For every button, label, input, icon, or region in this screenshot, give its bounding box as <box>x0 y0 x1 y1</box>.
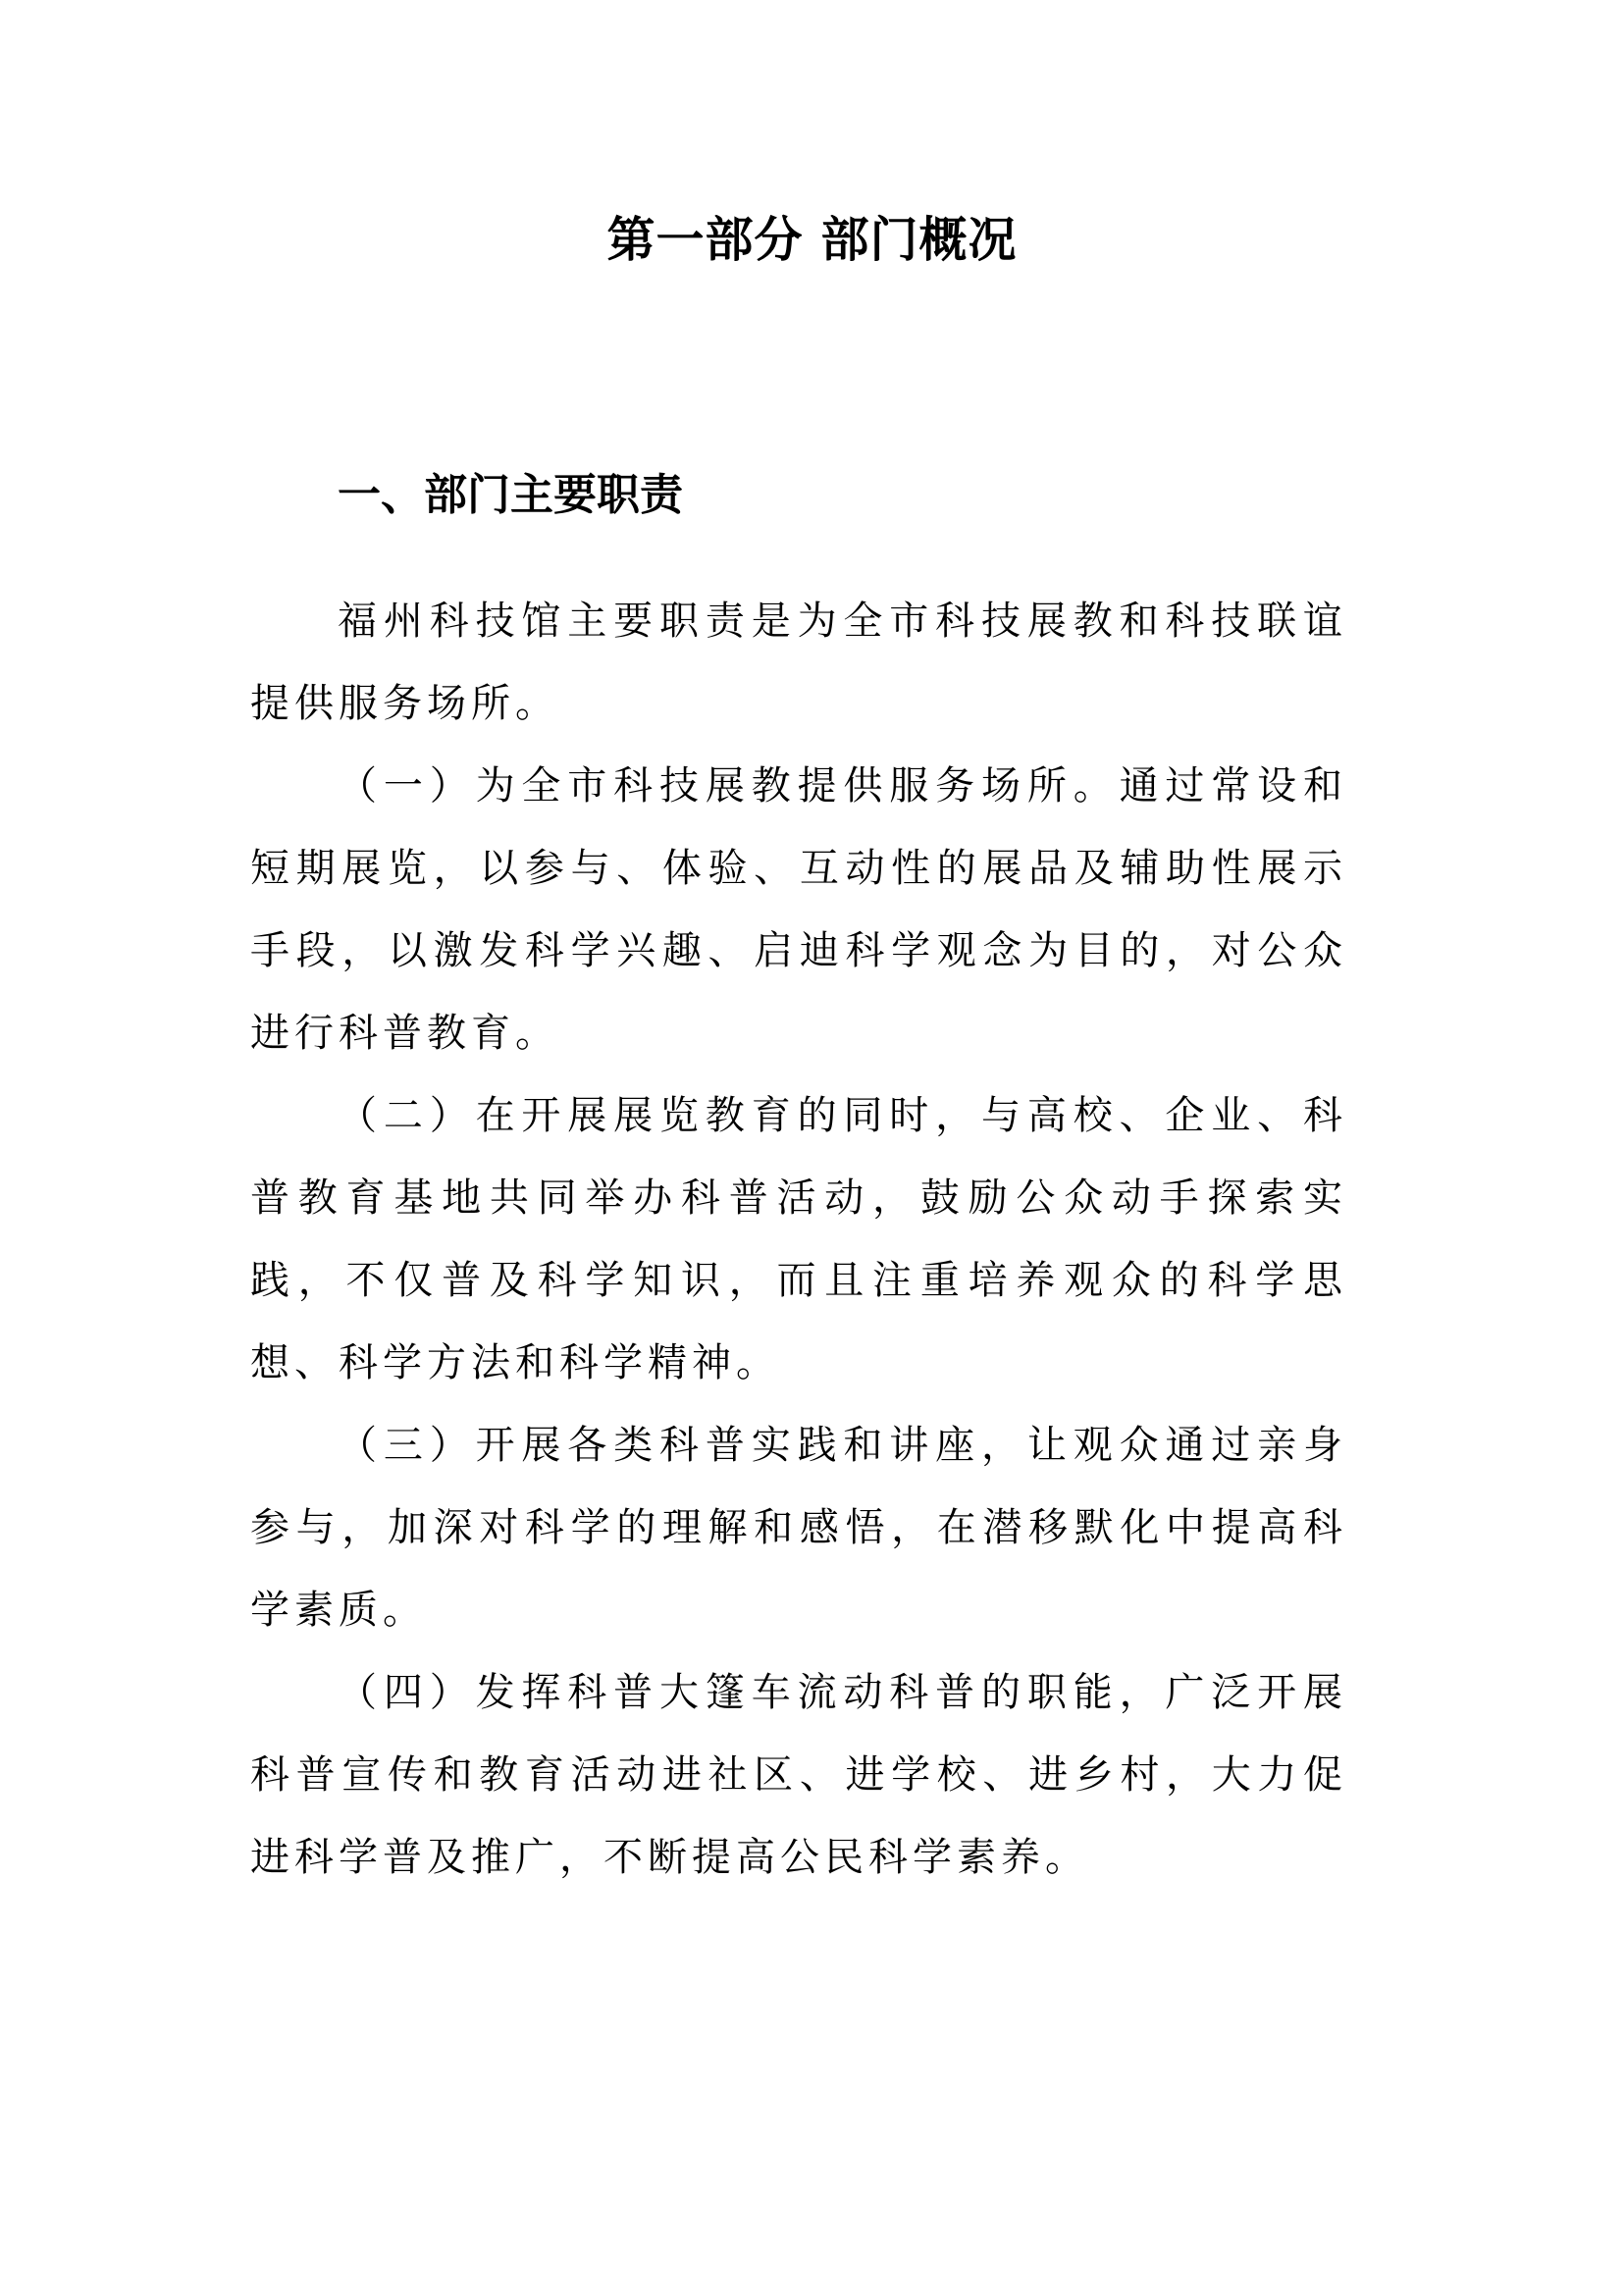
body-text <box>250 580 1347 1899</box>
paragraph-duty-2: （二）在开展展览教育的同时，与高校、企业、科普教育基地共同举办科普活动，鼓励公众动手探索实践，不仅普及科学知识，而且注重培养观众的科学思想、科学方法和科学精神。 <box>250 1093 1347 1385</box>
paragraph-duty-1: （一）为全市科技展教提供服务场所。通过常设和短期展览，以参与、体验、互动性的展品及辅助性展示手段，以激发科学兴趣、启迪科学观念为目的，对公众进行科普教育。 <box>250 763 1347 1056</box>
paragraph-duty-4: （四）发挥科普大篷车流动科普的职能，广泛开展科普宣传和教育活动进社区、进学校、进乡村，大力促进科学普及推广，不断提高公民科学素养。 <box>250 1670 1347 1880</box>
page-title: 第一部分 部门概况 <box>606 212 1018 268</box>
paragraph-duty-3: （三）开展各类科普实践和讲座，让观众通过亲身参与，加深对科学的理解和感悟，在潜移默化中提高科学素质。 <box>250 1423 1347 1633</box>
section-heading: 一、部门主要职责 <box>338 470 683 520</box>
paragraph-intro: 福州科技馆主要职责是为全市科技展教和科技联谊提供服务场所。 <box>250 599 1347 726</box>
